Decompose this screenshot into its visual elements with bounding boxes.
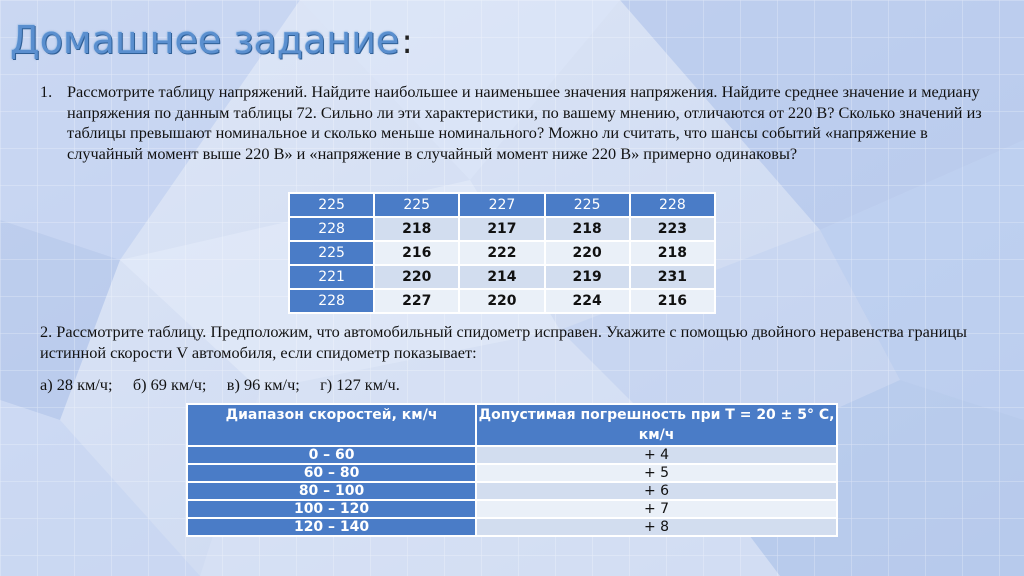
title-colon: : — [401, 22, 413, 62]
voltage-cell: 223 — [630, 217, 715, 241]
speed-table-row — [187, 482, 837, 500]
voltage-cell: 227 — [374, 289, 459, 313]
speed-table — [186, 403, 838, 537]
voltage-cell: 228 — [289, 289, 374, 313]
voltage-cell: 224 — [545, 289, 630, 313]
speed-table-header-row — [187, 404, 837, 446]
speed-error-cell: + 6 — [476, 482, 837, 500]
task-1-text: Рассмотрите таблицу напряжений. Найдите наибольшее и наименьшее значения напряжения. Найдите среднее значение и медиану напряжения по данным таблицы 72. Сильно ли эти характеристики, по вашему мнению, отличаются от 220 В? Сколько значений из таблицы превышают номинальное и сколько меньше номинального? Можно ли считать, что шансы событий «напряжение в случайный момент выше 220 В» и «напряжение в случайный момент ниже 220 В» примерно одинаковы? — [67, 82, 982, 163]
voltage-cell: 220 — [459, 289, 544, 313]
speed-range-cell: 120 – 140 — [187, 518, 476, 536]
voltage-cell: 225 — [289, 241, 374, 265]
voltage-cell: 228 — [289, 217, 374, 241]
voltage-cell: 221 — [289, 265, 374, 289]
voltage-cell: 216 — [630, 289, 715, 313]
speed-table-row — [187, 464, 837, 482]
voltage-cell: 225 — [545, 193, 630, 217]
speed-range-cell: 100 – 120 — [187, 500, 476, 518]
speed-error-cell: + 8 — [476, 518, 837, 536]
voltage-cell: 231 — [630, 265, 715, 289]
voltage-cell: 218 — [630, 241, 715, 265]
voltage-table-row — [289, 265, 715, 289]
voltage-cell: 214 — [459, 265, 544, 289]
voltage-cell: 218 — [545, 217, 630, 241]
speed-header-range: Диапазон скоростей, км/ч — [187, 404, 476, 446]
speed-error-cell: + 4 — [476, 446, 837, 464]
voltage-table-row — [289, 193, 715, 217]
slide-title — [10, 18, 413, 62]
voltage-cell: 219 — [545, 265, 630, 289]
speed-range-cell: 0 – 60 — [187, 446, 476, 464]
voltage-cell: 220 — [374, 265, 459, 289]
voltage-cell: 222 — [459, 241, 544, 265]
speed-error-cell: + 7 — [476, 500, 837, 518]
speed-error-cell: + 5 — [476, 464, 837, 482]
speed-table-row — [187, 446, 837, 464]
task-1-number: 1. — [40, 82, 53, 101]
task-2-text: 2. Рассмотрите таблицу. Предположим, что автомобильный спидометр исправен. Укажите с помощью двойного неравенства границы истинной скорости V автомобиля, если спидометр показывает: — [40, 322, 967, 362]
speed-range-cell: 80 – 100 — [187, 482, 476, 500]
voltage-cell: 227 — [459, 193, 544, 217]
voltage-cell: 220 — [545, 241, 630, 265]
speed-table-row — [187, 518, 837, 536]
speed-header-error: Допустимая погрешность при T = 20 ± 5° С, км/ч — [476, 404, 837, 446]
voltage-cell: 225 — [374, 193, 459, 217]
voltage-cell: 217 — [459, 217, 544, 241]
task-2-options: а) 28 км/ч; б) 69 км/ч; в) 96 км/ч; г) 127 км/ч. — [40, 375, 400, 394]
speed-table-row — [187, 500, 837, 518]
speed-range-cell: 60 – 80 — [187, 464, 476, 482]
voltage-cell: 218 — [374, 217, 459, 241]
voltage-table-row — [289, 217, 715, 241]
voltage-table — [288, 192, 716, 314]
task-1 — [40, 82, 1000, 164]
voltage-table-row — [289, 289, 715, 313]
voltage-cell: 225 — [289, 193, 374, 217]
voltage-cell: 216 — [374, 241, 459, 265]
voltage-cell: 228 — [630, 193, 715, 217]
voltage-table-row — [289, 241, 715, 265]
title-text: Домашнее задание — [10, 18, 400, 62]
